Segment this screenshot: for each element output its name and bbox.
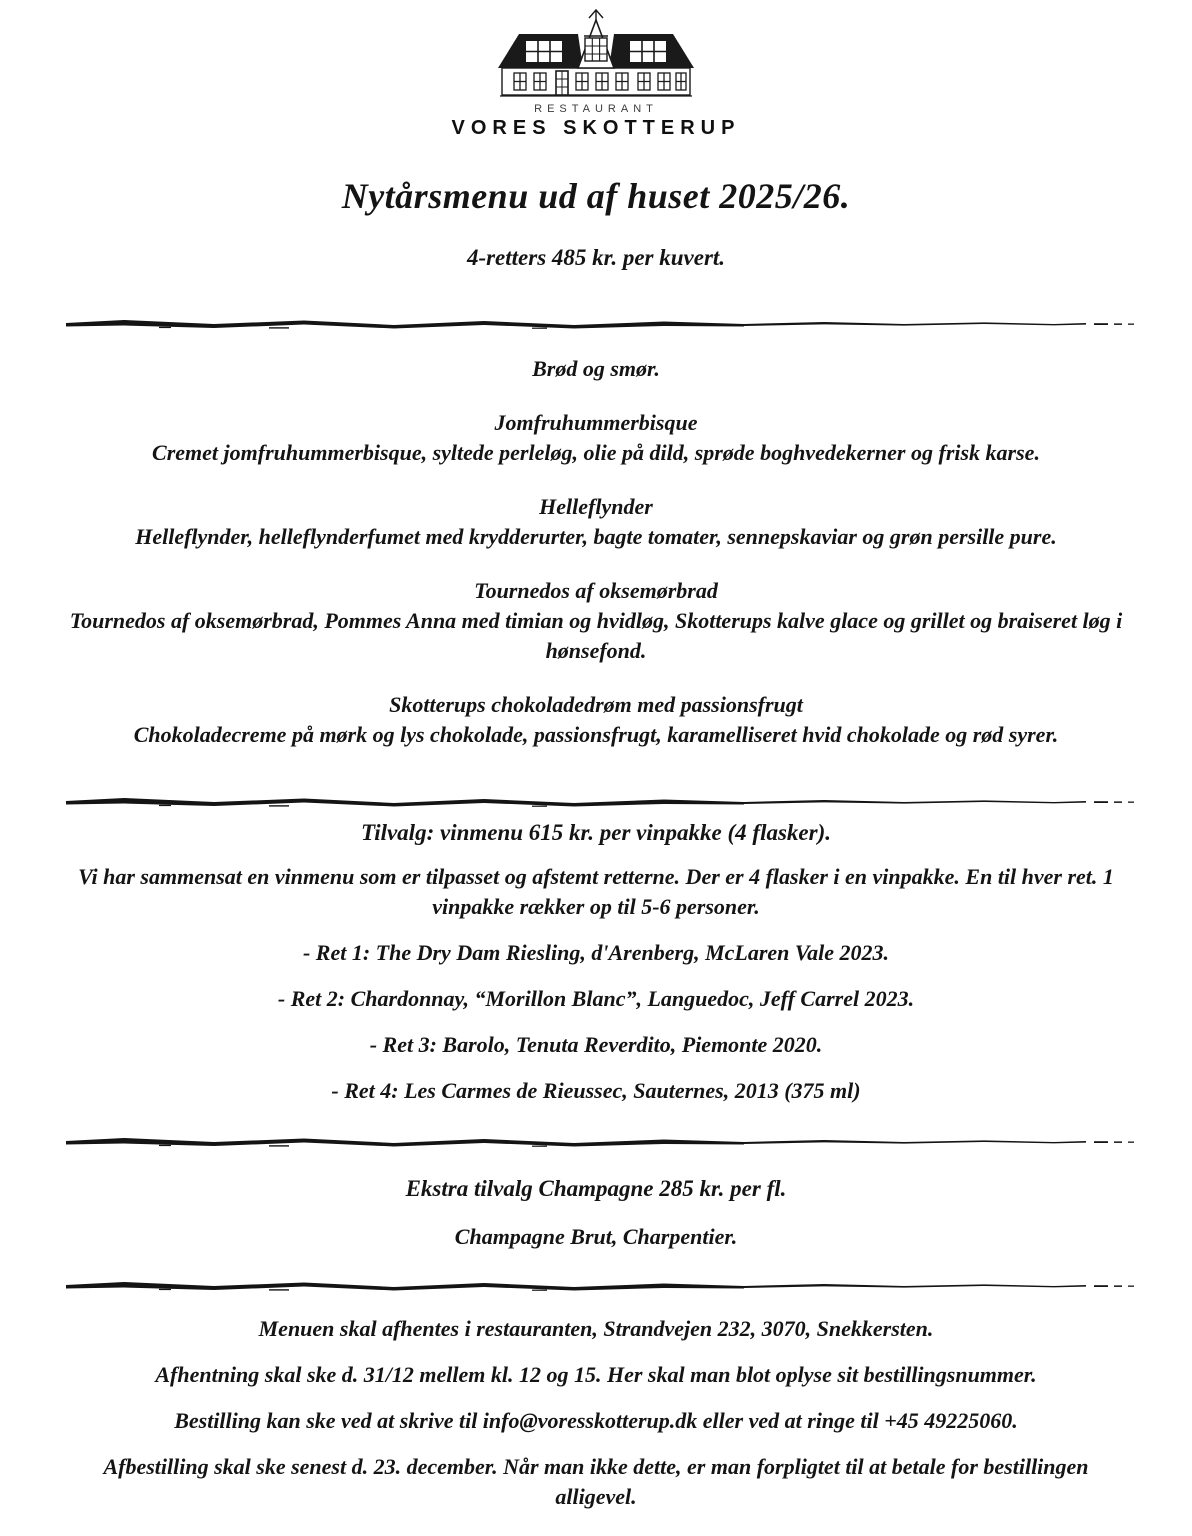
cancellation-line: Afbestilling skal ske senest d. 23. december. Når man ikke dette, er man forpligtet til at betale for bestillingen alligevel.: [103, 1454, 1089, 1509]
pickup-info-section: [64, 1314, 1128, 1512]
wine-menu-title: Tilvalg: vinmenu 615 kr. per vinpakke (4 flasker).: [361, 820, 831, 845]
pickup-time-line: Afhentning skal ske d. 31/12 mellem kl. 12 og 15. Her skal man blot oplyse sit bestillingsnummer.: [155, 1362, 1037, 1387]
wine-menu-section: [64, 818, 1128, 1106]
course-title: Brød og smør.: [532, 356, 660, 381]
ordering-contact-line: Bestilling kan ske ved at skrive til info@voresskotterup.dk eller ved at ringe til +45 49225060.: [174, 1408, 1018, 1433]
course-title: Skotterups chokoladedrøm med passionsfrugt: [389, 692, 803, 717]
house-logo-icon: [486, 8, 706, 100]
logo-restaurant-label: RESTAURANT: [534, 103, 658, 115]
course-halibut: [64, 492, 1128, 552]
champagne-title: Ekstra tilvalg Champagne 285 kr. per fl.: [405, 1176, 787, 1201]
divider-line: [64, 1134, 1139, 1150]
course-tournedos: [64, 576, 1128, 666]
course-bisque: [64, 408, 1128, 468]
course-description: Chokoladecreme på mørk og lys chokolade, passionsfrugt, karamelliseret hvid chokolade og rød syrer.: [133, 722, 1059, 747]
logo-name: VORES SKOTTERUP: [451, 117, 741, 139]
course-description: Cremet jomfruhummerbisque, syltede perleløg, olie på dild, sprøde boghvedekerner og frisk karse.: [152, 440, 1040, 465]
wine-item: - Ret 3: Barolo, Tenuta Reverdito, Piemonte 2020.: [369, 1032, 823, 1057]
pickup-address-line: Menuen skal afhentes i restauranten, Strandvejen 232, 3070, Snekkersten.: [258, 1316, 934, 1341]
course-dessert: [64, 690, 1128, 750]
divider-line: [64, 794, 1139, 810]
wine-menu-intro: Vi har sammensat en vinmenu som er tilpasset og afstemt retterne. Der er 4 flasker i en vinpakke. En til hver ret. 1 vinpakke rækker op til 5-6 personer.: [78, 864, 1114, 919]
course-title: Jomfruhummerbisque: [494, 410, 698, 435]
divider-line: [64, 1278, 1139, 1294]
menu-courses: [64, 354, 1128, 750]
wine-item: - Ret 2: Chardonnay, “Morillon Blanc”, Languedoc, Jeff Carrel 2023.: [277, 986, 915, 1011]
course-title: Helleflynder: [539, 494, 653, 519]
course-description: Tournedos af oksemørbrad, Pommes Anna med timian og hvidløg, Skotterups kalve glace og grillet og braiseret løg i hønsefond.: [69, 608, 1123, 663]
champagne-item: Champagne Brut, Charpentier.: [454, 1224, 738, 1249]
course-description: Helleflynder, helleflynderfumet med krydderurter, bagte tomater, sennepskaviar og grøn persille pure.: [135, 524, 1057, 549]
divider-line: [64, 316, 1139, 332]
course-bread: [64, 354, 1128, 384]
restaurant-logo: [64, 0, 1128, 140]
course-title: Tournedos af oksemørbrad: [474, 578, 718, 603]
wine-item: - Ret 1: The Dry Dam Riesling, d'Arenberg, McLaren Vale 2023.: [302, 940, 890, 965]
page-title: Nytårsmenu ud af huset 2025/26.: [341, 176, 851, 216]
page-subtitle: 4-retters 485 kr. per kuvert.: [466, 245, 726, 270]
wine-item: - Ret 4: Les Carmes de Rieussec, Sauternes, 2013 (375 ml): [331, 1078, 861, 1103]
champagne-section: [64, 1174, 1128, 1252]
